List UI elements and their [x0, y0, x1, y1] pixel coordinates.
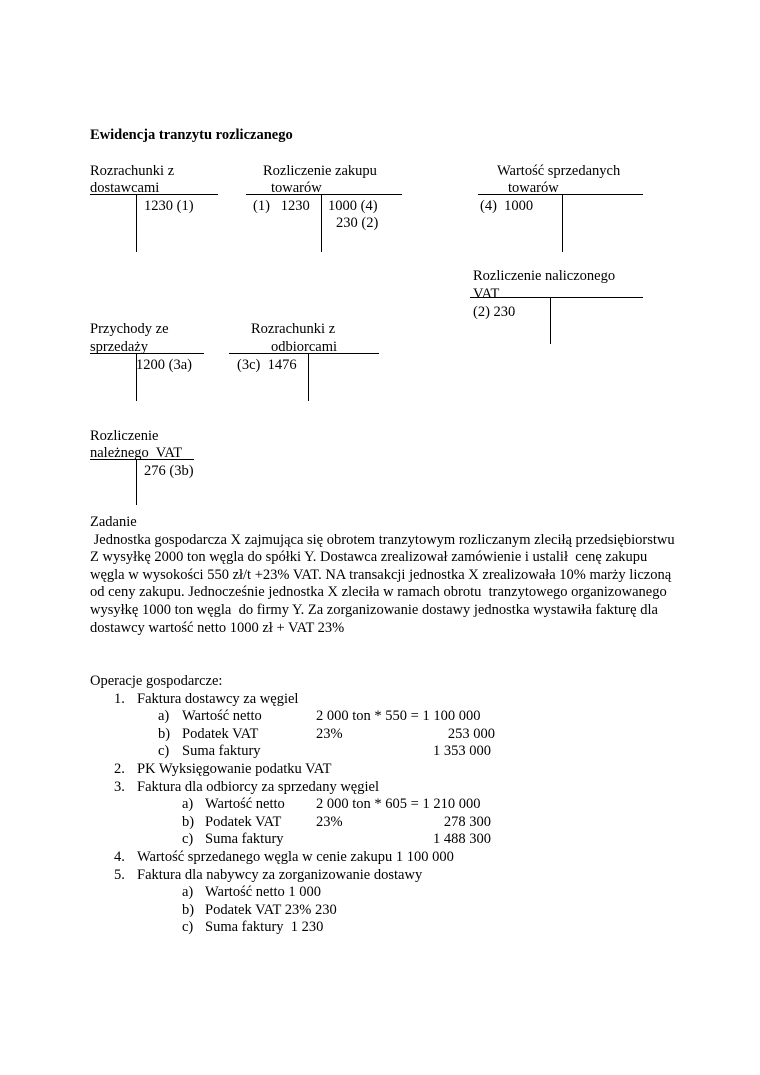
credit-entry: 230 (2)	[336, 215, 379, 231]
account-title: VAT	[473, 286, 500, 302]
account-title: Rozrachunki z	[251, 321, 336, 337]
account-title: dostawcami	[90, 180, 160, 196]
t-account-bar	[90, 459, 194, 460]
credit-entry: 1000 (4)	[328, 198, 378, 214]
account-title: towarów	[271, 180, 322, 196]
task-section	[90, 514, 679, 637]
debit-entry: (2) 230	[473, 304, 516, 320]
operations-heading: Operacje gospodarcze:	[90, 673, 223, 689]
account-title: Wartość sprzedanych	[497, 163, 621, 179]
account-title: należnego VAT	[90, 445, 183, 461]
t-account-stem	[136, 459, 137, 505]
page-title: Ewidencja tranzytu rozliczanego	[90, 127, 293, 143]
account-title: Rozliczenie zakupu	[263, 163, 377, 179]
account-title: towarów	[508, 180, 559, 196]
account-title: Przychody ze	[90, 321, 169, 337]
credit-entry: 1200 (3a)	[136, 357, 192, 373]
task-body: Jednostka gospodarcza X zajmująca się obrotem tranzytowym rozliczanym zleciłą przedsiębiorstwu Z wysyłkę 2000 ton węgla do spółki Y. Dostawca zrealizował zamówienie i ustalił cenę zakupu węgla w wysokości 550 zł/t +23% VAT. NA transakcji jednostka X zrealizowała 10% marży liczoną od ceny zakupu. Jednocześnie jednostka X zleciła w ramach obrotu tranzytowego organizowanego wysyłkę 1000 ton węgla do firmy Y. Za zorganizowanie dostawy jednostka wystawiła fakturę dla dostawcy wartość netto 1000 zł + VAT 23%	[90, 531, 679, 636]
t-account-bar	[90, 194, 218, 195]
account-title: Rozliczenie naliczonego	[473, 268, 616, 284]
t-account-bar	[478, 194, 643, 195]
task-heading: Zadanie	[90, 514, 137, 530]
t-account-bar	[90, 353, 204, 354]
debit-entry: (4) 1000	[480, 198, 534, 214]
t-account-stem	[308, 353, 309, 401]
t-account-stem	[321, 194, 322, 252]
account-title: Rozliczenie	[90, 428, 159, 444]
account-title: sprzedaży	[90, 339, 148, 355]
account-title: Rozrachunki z	[90, 163, 175, 179]
t-account-stem	[562, 194, 563, 252]
t-account-stem	[136, 194, 137, 252]
account-title: odbiorcami	[271, 339, 338, 355]
credit-entry: 1230 (1)	[144, 198, 194, 214]
debit-entry: (3c) 1476	[237, 357, 297, 373]
t-account-bar	[229, 353, 379, 354]
t-account-stem	[550, 297, 551, 344]
debit-entry: (1) 1230	[253, 198, 310, 214]
t-account-bar	[470, 297, 643, 298]
credit-entry: 276 (3b)	[144, 463, 194, 479]
t-account-bar	[246, 194, 402, 195]
